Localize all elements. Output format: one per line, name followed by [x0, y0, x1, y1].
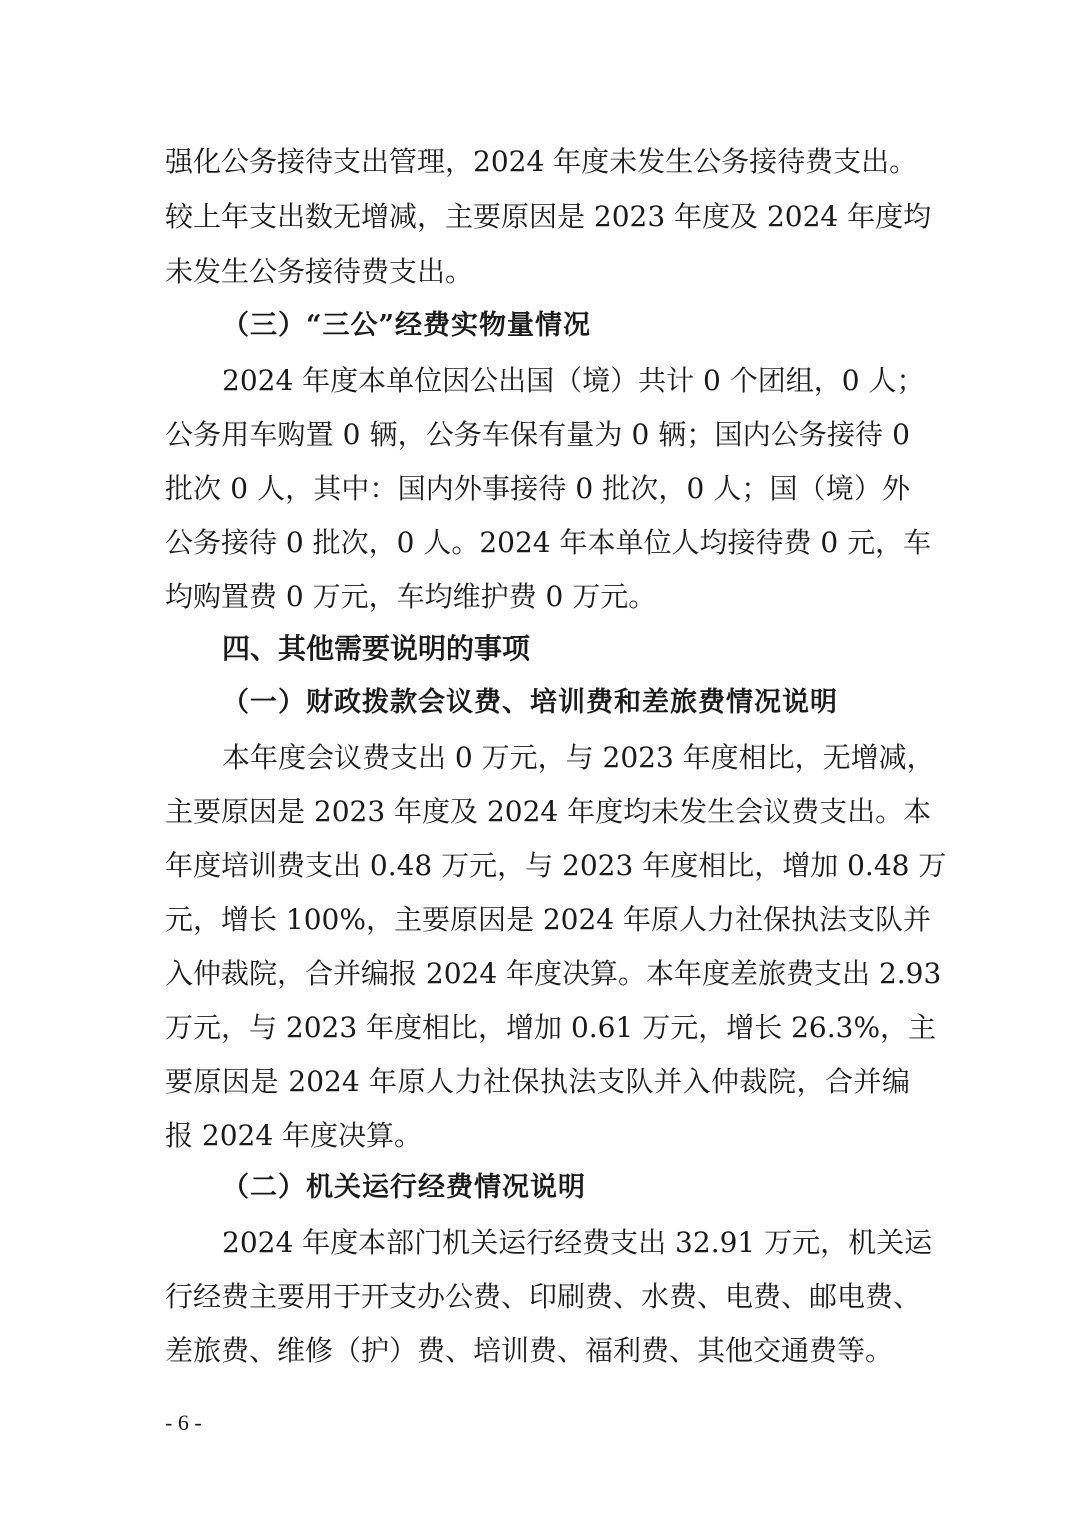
paragraph-3-line-2: 主要原因是 2023 年度及 2024 年度均未发生会议费支出。本 — [165, 795, 932, 828]
paragraph-3-line-3: 年度培训费支出 0.48 万元，与 2023 年度相比，增加 0.48 万 — [165, 849, 947, 882]
page-number: - 6 - — [165, 1410, 202, 1435]
section-3-heading: （三）“三公”经费实物量情况 — [222, 310, 592, 341]
paragraph-3-line-6: 万元，与 2023 年度相比，增加 0.61 万元，增长 26.3%，主 — [165, 1011, 937, 1044]
paragraph-2-line-1: 2024 年度本单位因公出国（境）共计 0 个团组，0 人； — [222, 364, 925, 397]
paragraph-3-line-1: 本年度会议费支出 0 万元，与 2023 年度相比，无增减， — [222, 741, 935, 774]
paragraph-4-line-2: 行经费主要用于开支办公费、印刷费、水费、电费、邮电费、 — [165, 1280, 922, 1313]
paragraph-2-line-2: 公务用车购置 0 辆，公务车保有量为 0 辆；国内公务接待 0 — [165, 418, 910, 451]
paragraph-1-line-3: 未发生公务接待费支出。 — [165, 255, 474, 288]
paragraph-2-line-5: 均购置费 0 万元，车均维护费 0 万元。 — [165, 580, 657, 613]
paragraph-2-line-3: 批次 0 人，其中：国内外事接待 0 批次，0 人；国（境）外 — [165, 472, 910, 505]
paragraph-3-line-4: 元，增长 100%，主要原因是 2024 年原人力社保执法支队并 — [165, 903, 932, 936]
paragraph-3-line-5: 入仲裁院，合并编报 2024 年度决算。本年度差旅费支出 2.93 — [165, 957, 942, 990]
paragraph-2-line-4: 公务接待 0 批次，0 人。2024 年本单位人均接待费 0 元，车 — [165, 526, 932, 559]
section-4-heading: 四、其他需要说明的事项 — [222, 632, 531, 665]
paragraph-1-line-1: 强化公务接待支出管理，2024 年度未发生公务接待费支出。 — [165, 145, 918, 178]
paragraph-4-line-1: 2024 年度本部门机关运行经费支出 32.91 万元，机关运 — [222, 1226, 933, 1259]
paragraph-3-line-8: 报 2024 年度决算。 — [165, 1119, 423, 1152]
section-4-1-heading: （一）财政拨款会议费、培训费和差旅费情况说明 — [222, 687, 838, 718]
paragraph-4-line-3: 差旅费、维修（护）费、培训费、福利费、其他交通费等。 — [165, 1334, 894, 1367]
section-4-2-heading: （二）机关运行经费情况说明 — [222, 1172, 586, 1203]
paragraph-3-line-7: 要原因是 2024 年原人力社保执法支队并入仲裁院，合并编 — [165, 1065, 910, 1098]
paragraph-1-line-2: 较上年支出数无增减，主要原因是 2023 年度及 2024 年度均 — [165, 200, 932, 233]
